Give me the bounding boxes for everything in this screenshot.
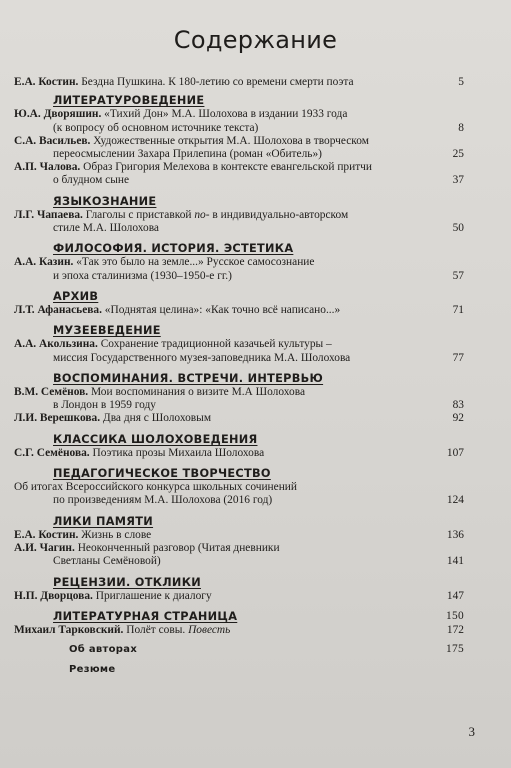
section-label: ЛИТЕРАТУРНАЯ СТРАНИЦА [53, 609, 238, 623]
entry-title: Полёт совы. [123, 624, 189, 637]
entry-title: стиле М.А. Шолохова [53, 222, 159, 235]
entry-line [14, 76, 430, 89]
entry-line [14, 386, 430, 399]
page-ref: 5 [458, 76, 464, 88]
entry-author: С.Г. Семёнова. [14, 446, 90, 459]
page-ref: 50 [452, 222, 464, 235]
entry-title: в Лондон в 1959 году [53, 399, 156, 412]
section-label: Резюме [69, 663, 116, 675]
toc-entry[interactable] [14, 481, 464, 507]
page-ref: 57 [452, 269, 464, 282]
toc-entry[interactable] [14, 529, 464, 542]
page-number: 3 [468, 724, 475, 739]
section-heading [14, 290, 464, 303]
entry-title: Сохранение традиционной казачьей культуры – [97, 338, 332, 351]
entry-line [14, 542, 430, 555]
section-heading [14, 242, 464, 255]
entry-author: А.А. Акользина. [14, 338, 98, 351]
page-ref: 172 [446, 624, 464, 637]
section-heading [14, 610, 464, 623]
section-heading [14, 195, 464, 208]
entry-italic: по- [194, 208, 210, 221]
toc-entry[interactable] [14, 161, 464, 187]
entry-title: Бездна Пушкина. К 180-летию со времени смерти поэта [78, 76, 354, 88]
toc-entry[interactable] [14, 386, 464, 412]
entry-line [14, 399, 430, 412]
entry-author: Л.Г. Чапаева. [14, 208, 83, 221]
entry-line [14, 222, 430, 235]
section-heading [14, 643, 464, 656]
entry-title: «Поднятая целина»: «Как точно всё написано...» [101, 304, 341, 317]
section-heading [14, 467, 464, 480]
entry-author: А.А. Казин. [14, 256, 74, 269]
toc-entry[interactable] [14, 108, 464, 134]
entry-author: Н.П. Дворцова. [14, 589, 93, 602]
entry-author: Е.А. Костин. [14, 76, 79, 88]
entry-line [14, 148, 430, 161]
section-heading [14, 515, 464, 528]
section-heading [14, 324, 464, 337]
section-label: ВОСПОМИНАНИЯ. ВСТРЕЧИ. ИНТЕРВЬЮ [53, 371, 324, 385]
page-ref: 124 [446, 494, 464, 507]
entry-author: Л.И. Верешкова. [14, 412, 101, 425]
section-label: РЕЦЕНЗИИ. ОТКЛИКИ [53, 575, 201, 589]
entry-title: «Так это было на земле...» Русское самосознание [73, 256, 315, 269]
page-ref: 77 [452, 351, 464, 364]
entry-author: Ю.А. Дворяшин. [14, 108, 102, 121]
section-label: АРХИВ [53, 289, 99, 303]
entry-line [14, 122, 430, 135]
toc-entry[interactable] [14, 590, 464, 603]
entry-author: С.А. Васильев. [14, 134, 91, 147]
entry-line [14, 108, 430, 121]
entry-line [14, 256, 430, 269]
entry-italic: Повесть [188, 624, 231, 637]
entry-author: Л.Т. Афанасьева. [14, 304, 102, 317]
page-ref: 107 [446, 446, 464, 459]
entry-line [14, 270, 430, 283]
entry-line [14, 352, 430, 365]
page-ref: 71 [452, 304, 464, 317]
entry-author: В.М. Семёнов. [14, 386, 89, 399]
toc-entry[interactable] [14, 304, 464, 317]
toc-entry[interactable] [14, 338, 464, 364]
entry-line [14, 304, 430, 317]
entry-title: и эпоха сталинизма (1930–1950-е гг.) [53, 269, 232, 282]
page-ref: 37 [452, 174, 464, 187]
entry-title: Светланы Семёновой) [53, 555, 161, 568]
section-heading [14, 663, 464, 676]
toc-entry[interactable] [14, 412, 464, 425]
section-label: ФИЛОСОФИЯ. ИСТОРИЯ. ЭСТЕТИКА [53, 242, 294, 256]
entry-line [14, 174, 430, 187]
page-ref: 83 [452, 399, 464, 412]
toc-entry[interactable] [14, 209, 464, 235]
entry-line [14, 590, 430, 603]
entry-title: о блудном сыне [53, 174, 130, 187]
section-label: МУЗЕЕВЕДЕНИЕ [53, 324, 161, 338]
entry-title: Два дня с Шолоховым [100, 412, 212, 425]
entry-line [14, 481, 430, 494]
entry-title: Глаголы с приставкой [82, 208, 195, 221]
entry-title: Художественные открытия М.А. Шолохова в творческом [90, 134, 369, 147]
entry-title: Неоконченный разговор (Читая дневники [74, 542, 280, 555]
entry-title: Приглашение к диалогу [92, 589, 212, 602]
toc-entry[interactable] [14, 447, 464, 460]
entry-title: Мои воспоминания о визите М.А Шолохова [88, 386, 305, 399]
entry-title: миссия Государственного музея-заповедника М.А. Шолохова [53, 351, 351, 364]
entry-author: А.И. Чагин. [14, 542, 75, 555]
section-label: ЛИКИ ПАМЯТИ [53, 514, 154, 528]
section-heading [14, 433, 464, 446]
page-ref: 8 [458, 121, 464, 134]
entry-title: Поэтика прозы Михаила Шолохова [89, 446, 265, 459]
section-heading [14, 576, 464, 589]
section-label: ЯЗЫКОЗНАНИЕ [53, 194, 157, 208]
entry-title: переосмыслении Захара Прилепина (роман «Обитель») [53, 148, 322, 161]
entry-line [14, 338, 430, 351]
entry-title: по произведениям М.А. Шолохова (2016 год) [53, 494, 273, 507]
section-label: ЛИТЕРАТУРОВЕДЕНИЕ [53, 94, 205, 108]
toc-entry[interactable] [14, 76, 464, 89]
entry-line [14, 209, 430, 222]
section-heading [14, 372, 464, 385]
entry-title: «Тихий Дон» М.А. Шолохова в издании 1933 года [101, 108, 348, 121]
section-heading [14, 94, 464, 107]
entry-title: Жизнь в слове [78, 528, 152, 541]
section-label: ПЕДАГОГИЧЕСКОЕ ТВОРЧЕСТВО [53, 467, 271, 481]
entry-author: А.П. Чалова. [14, 161, 81, 174]
toc-entry[interactable] [14, 256, 464, 282]
section-label: Об авторах [69, 644, 138, 656]
toc-entry[interactable] [14, 542, 464, 568]
entry-line [14, 624, 430, 637]
entry-title: (к вопросу об основном источнике текста) [53, 121, 259, 134]
page-ref: 175 [446, 643, 464, 656]
entry-author: Е.А. Костин. [14, 528, 79, 541]
toc-entry[interactable] [14, 135, 464, 161]
page-ref: 147 [446, 589, 464, 602]
page-ref: 150 [446, 609, 464, 622]
entry-title: Об итогах Всероссийского конкурса школьных сочинений [14, 481, 297, 494]
entry-title: Образ Григория Мелехова в контексте евангельской притчи [80, 161, 373, 174]
entry-line [14, 447, 430, 460]
toc-entry[interactable] [14, 624, 464, 637]
entry-line [14, 494, 430, 507]
entry-line [14, 135, 430, 148]
page-ref: 92 [452, 412, 464, 425]
entry-title-cont: в индивидуально-авторском [209, 208, 349, 221]
page-ref: 25 [452, 148, 464, 161]
table-of-contents [14, 76, 464, 677]
entry-author: Михаил Тарковский. [14, 624, 124, 637]
page-title: Содержание [173, 26, 338, 54]
entry-line [14, 555, 430, 568]
section-label: КЛАССИКА ШОЛОХОВЕДЕНИЯ [53, 432, 258, 446]
page-ref: 136 [446, 528, 464, 541]
page-ref: 141 [446, 555, 464, 568]
entry-line [14, 161, 430, 174]
entry-line [14, 529, 430, 542]
entry-line [14, 412, 430, 425]
